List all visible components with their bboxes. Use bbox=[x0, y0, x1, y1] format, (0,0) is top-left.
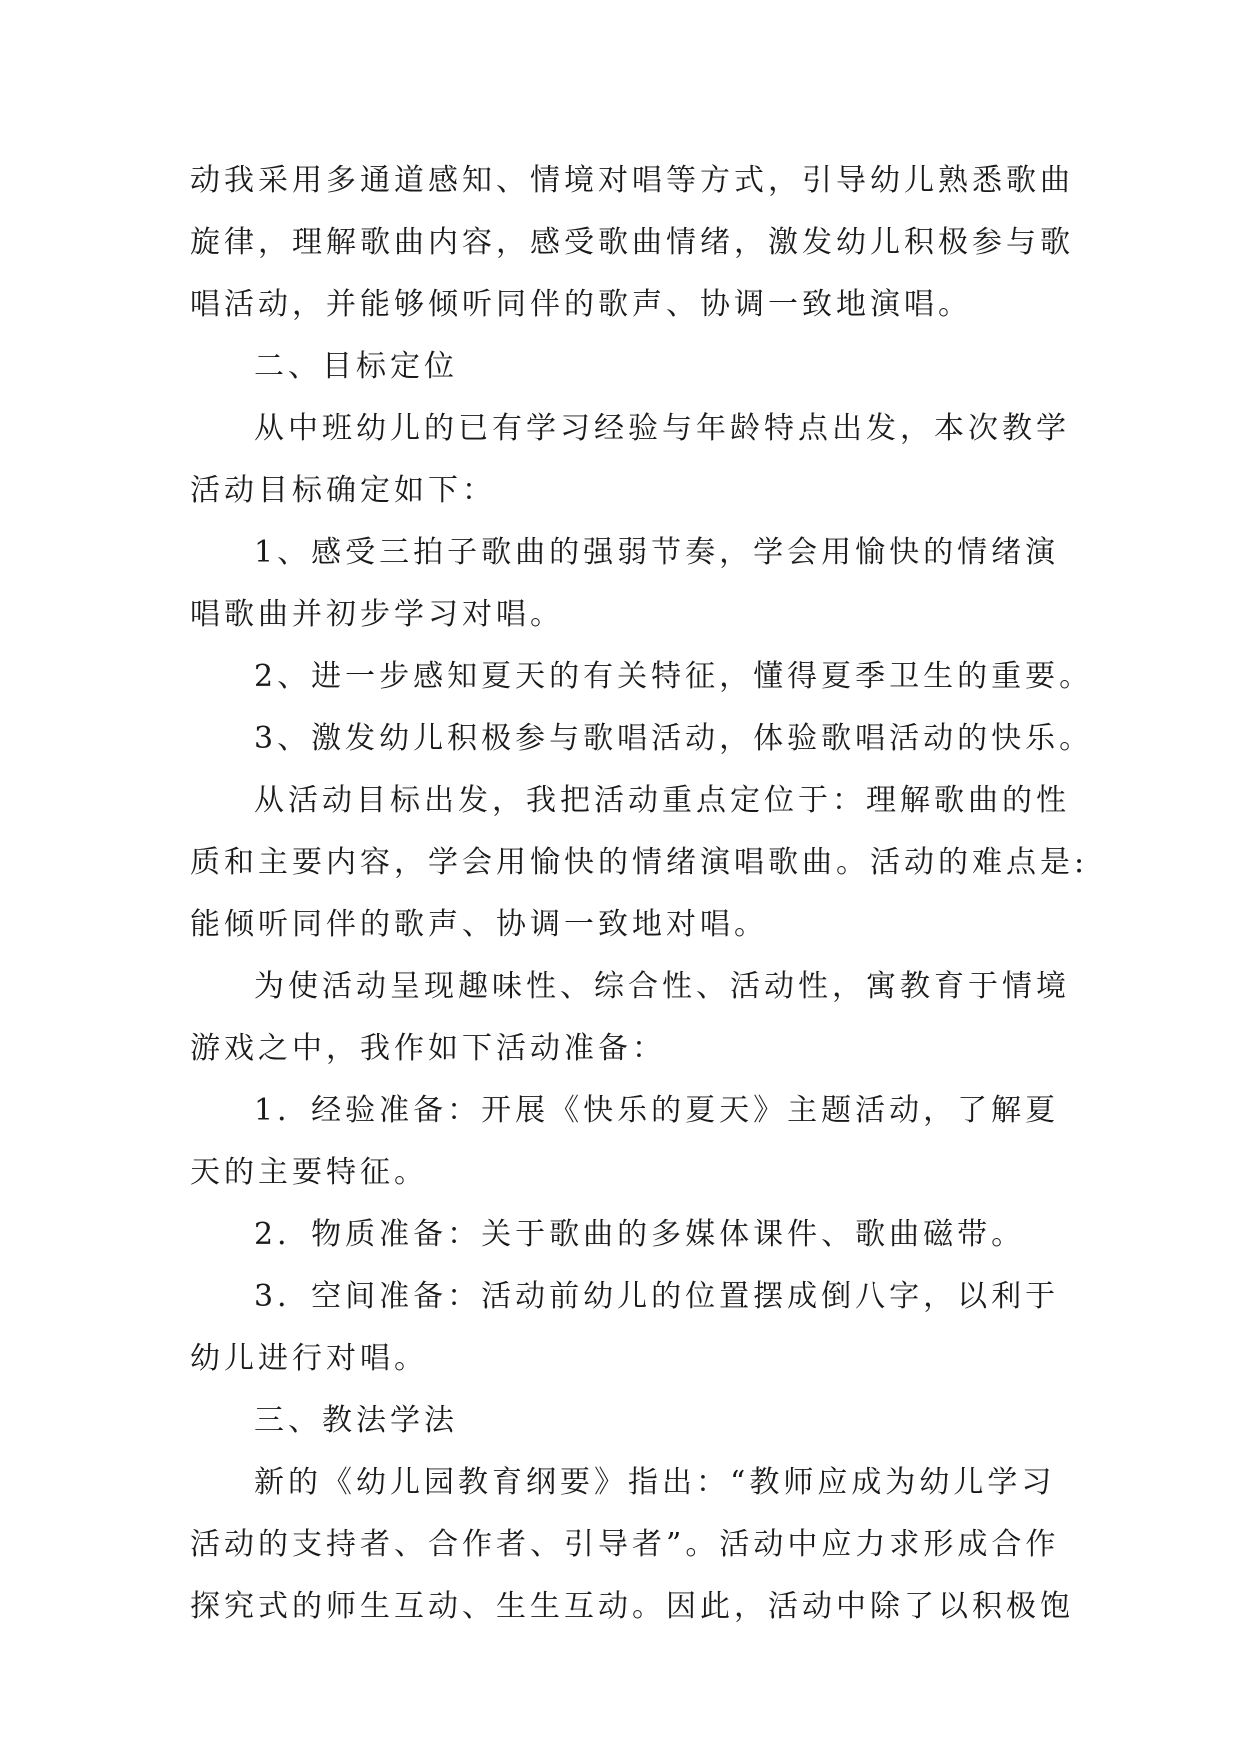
document-body bbox=[190, 160, 1094, 1648]
text-line: 从中班幼儿的已有学习经验与年龄特点出发，本次教学 bbox=[254, 411, 1070, 446]
text-line: 为使活动呈现趣味性、综合性、活动性，寓教育于情境 bbox=[254, 969, 1070, 1004]
text-line: 游戏之中，我作如下活动准备： bbox=[190, 1031, 666, 1066]
text-line: 活动的支持者、合作者、引导者”。活动中应力求形成合作 bbox=[190, 1527, 1060, 1562]
text-line: 质和主要内容，学会用愉快的情绪演唱歌曲。活动的难点是: bbox=[190, 845, 1089, 880]
text-line: 3．空间准备：活动前幼儿的位置摆成倒八字，以利于 bbox=[254, 1279, 1060, 1314]
text-line: 动我采用多通道感知、情境对唱等方式，引导幼儿熟悉歌曲 bbox=[190, 163, 1074, 198]
text-line: 2、进一步感知夏天的有关特征，懂得夏季卫生的重要。 bbox=[254, 659, 1094, 694]
text-line: 幼儿进行对唱。 bbox=[190, 1341, 428, 1376]
text-line: 探究式的师生互动、生生互动。因此，活动中除了以积极饱 bbox=[190, 1589, 1074, 1624]
text-line: 新的《幼儿园教育纲要》指出：“教师应成为幼儿学习 bbox=[254, 1465, 1056, 1500]
text-line: 唱活动，并能够倾听同伴的歌声、协调一致地演唱。 bbox=[190, 287, 972, 322]
text-line: 三、教法学法 bbox=[254, 1403, 458, 1438]
text-line: 1、感受三拍子歌曲的强弱节奏，学会用愉快的情绪演 bbox=[254, 535, 1060, 570]
text-line: 从活动目标出发，我把活动重点定位于：理解歌曲的性 bbox=[254, 783, 1070, 818]
text-line: 活动目标确定如下： bbox=[190, 473, 496, 508]
text-line: 唱歌曲并初步学习对唱。 bbox=[190, 597, 564, 632]
text-line: 天的主要特征。 bbox=[190, 1155, 428, 1190]
text-line: 旋律，理解歌曲内容，感受歌曲情绪，激发幼儿积极参与歌 bbox=[190, 225, 1074, 260]
text-line: 2．物质准备：关于歌曲的多媒体课件、歌曲磁带。 bbox=[254, 1217, 1026, 1252]
text-line: 1．经验准备：开展《快乐的夏天》主题活动，了解夏 bbox=[254, 1093, 1060, 1128]
text-line: 能倾听同伴的歌声、协调一致地对唱。 bbox=[190, 907, 768, 942]
text-line: 二、目标定位 bbox=[254, 349, 458, 384]
text-line: 3、激发幼儿积极参与歌唱活动，体验歌唱活动的快乐。 bbox=[254, 721, 1094, 756]
